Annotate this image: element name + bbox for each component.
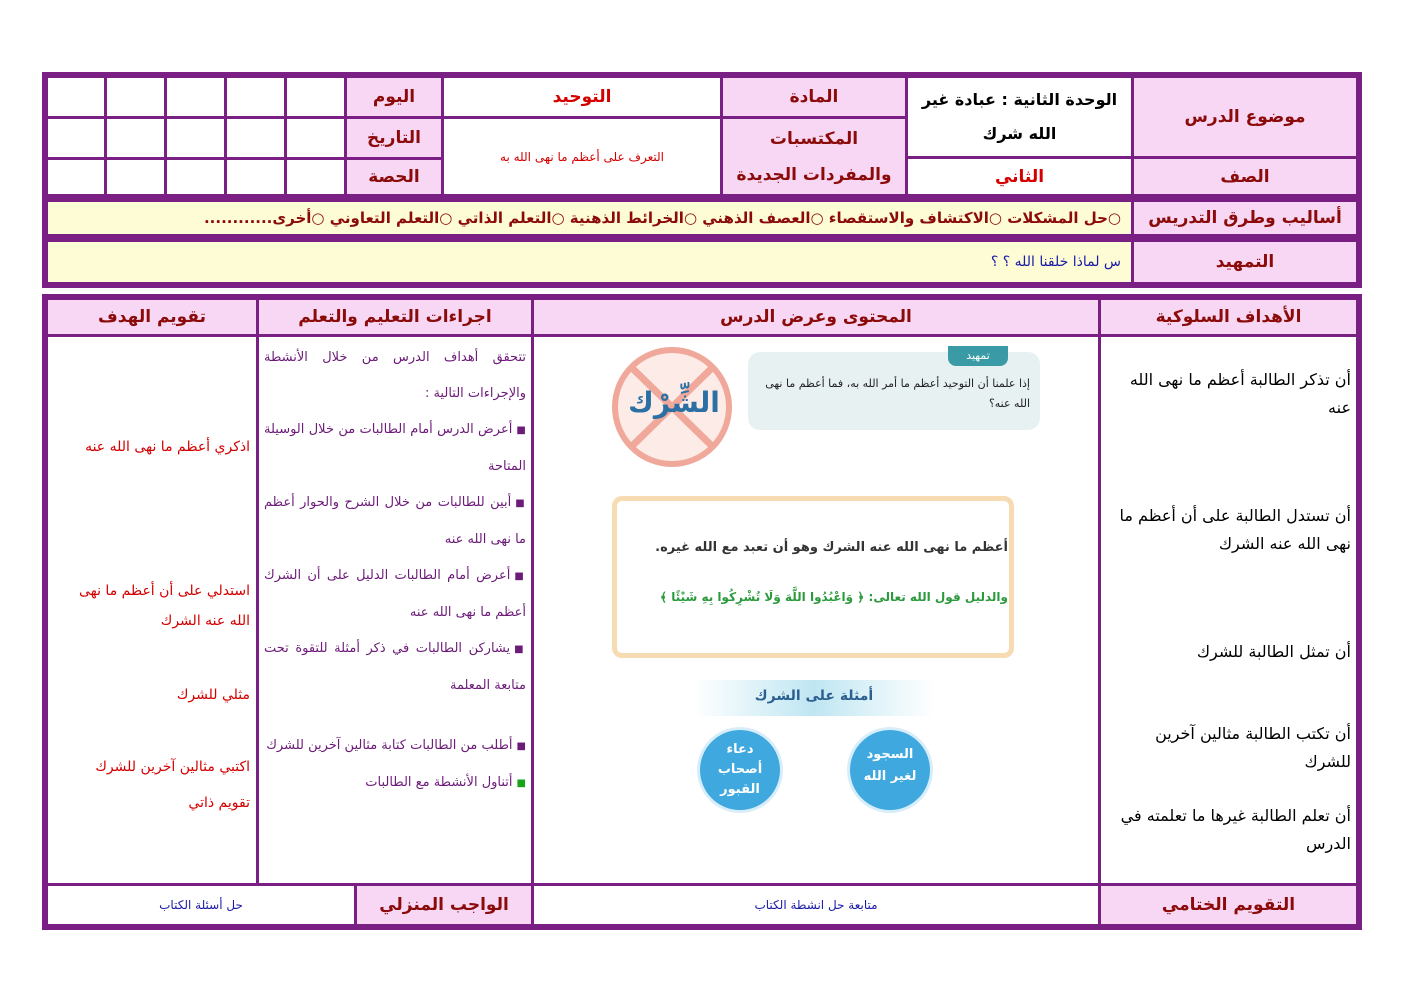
homework-label: الواجب المنزلي: [355, 884, 533, 926]
final-eval-label: التقويم الختامي: [1099, 884, 1358, 926]
date-label: التاريخ: [345, 117, 443, 159]
objective-3: أن تمثل الطالبة للشرك: [1196, 642, 1351, 661]
final-eval-value: [532, 884, 1100, 926]
procedure-item: ■يشاركن الطالبات في ذكر أمثلة للتقوة تحت متابعة المعلمة: [264, 641, 527, 693]
example-2-text: دعاء أصحاب القبور: [717, 742, 763, 797]
shirk-word: الشِّرْك: [628, 386, 720, 419]
objective-4: أن تكتب الطالبة مثالين آخرين للشرك: [1155, 724, 1351, 771]
grade-label: الصف: [1132, 157, 1358, 196]
procedure-item: ■أبين للطالبات من خلال الشرح والحوار أعظم ما نهى الله عنه: [264, 495, 526, 547]
evaluation-4: اكتبي مثالين آخرين للشرك: [95, 759, 250, 775]
grid-cell[interactable]: [105, 117, 166, 159]
homework-text: حل أسئلة الكتاب: [159, 898, 243, 912]
textbook-page: [584, 340, 1049, 830]
col-procedures-header: اجراءات التعليم والتعلم: [257, 298, 533, 336]
intro-text-cell: [46, 240, 1133, 284]
objective-2: أن تستدل الطالبة على أن أعظم ما نهى الله عنه الشرك: [1119, 506, 1351, 553]
grid-cell[interactable]: [165, 158, 226, 196]
vocab-value: التعرف على أعظم ما نهى الله به: [442, 117, 722, 196]
vocab-label: المكتسبات والمفردات الجديدة: [721, 117, 907, 196]
procedure-item: ■أعرض أمام الطالبات الدليل على أن الشرك أعظم ما نهى الله عنه: [264, 568, 527, 620]
grid-cell[interactable]: [105, 76, 166, 118]
tamheed-tag: تمهيد: [948, 346, 1008, 366]
procedure-item: ■أطلب من الطالبات كتابة مثالين آخرين للشرك: [266, 738, 526, 753]
evidence-text: والدليل قول الله تعالى: ﴿ وَاعْبُدُوا اللَّهَ وَلَا تُشْرِكُوا بِهِ شَيْئًا ﴾: [659, 590, 1008, 604]
grid-cell[interactable]: [46, 76, 106, 118]
final-eval-text: متابعة حل انشطة الكتاب: [754, 898, 878, 912]
procedure-item: تتحقق أهداف الدرس من خلال الأنشطة والإجراءات التالية :: [264, 350, 526, 401]
procedures-list: [264, 340, 526, 802]
grid-cell[interactable]: [225, 76, 286, 118]
grid-cell[interactable]: [165, 117, 226, 159]
col-evaluation-header: تقويم الهدف: [46, 298, 258, 336]
methods-text: ○حل المشكلات ○الاكتشاف والاستقصاء ○العصف الذهني ○الخرائط الذهنية ○التعلم الذاتي ○التعلم التعاوني ○أخرى............: [203, 209, 1121, 227]
topic-value: الوحدة الثانية : عبادة غير الله شرك: [906, 76, 1133, 158]
examples-title: أمثلة على الشرك: [754, 688, 874, 704]
col-content-header: المحتوى وعرض الدرس: [532, 298, 1100, 336]
topic-label: موضوع الدرس: [1132, 76, 1358, 158]
example-1-text: السجود لغير الله: [863, 747, 917, 784]
subject-label: المادة: [721, 76, 907, 118]
evaluation-5: تقويم ذاتي: [188, 795, 250, 811]
grid-cell[interactable]: [165, 76, 226, 118]
grid-cell[interactable]: [225, 117, 286, 159]
evaluation-1: اذكري أعظم ما نهى الله عنه: [85, 439, 250, 455]
subject-value: التوحيد: [442, 76, 722, 118]
objective-5: أن تعلم الطالبة غيرها ما تعلمته في الدرس: [1120, 806, 1351, 853]
statement-text: أعظم ما نهى الله عنه الشرك وهو أن تعبد مع الله غيره.: [655, 540, 1008, 555]
intro-label: التمهيد: [1132, 240, 1358, 284]
grid-cell[interactable]: [285, 117, 346, 159]
methods-items: [46, 200, 1133, 236]
homework-value: [46, 884, 356, 926]
col-objectives-header: الأهداف السلوكية: [1099, 298, 1358, 336]
grid-cell[interactable]: [46, 158, 106, 196]
day-label: اليوم: [345, 76, 443, 118]
procedure-item: ■أتناول الأنشطة مع الطالبات: [365, 775, 526, 790]
shirk-circle-icon: [606, 344, 742, 470]
procedure-item: ■أعرض الدرس أمام الطالبات من خلال الوسيلة المتاحة: [264, 422, 527, 474]
grid-cell[interactable]: [225, 158, 286, 196]
grid-cell[interactable]: [285, 158, 346, 196]
tamheed-text: إذا علمنا أن التوحيد أعظم ما أمر الله به، فما أعظم ما نهى الله عنه؟: [765, 377, 1030, 410]
intro-question: س لماذا خلقنا الله ؟ ؟: [990, 254, 1121, 270]
period-label: الحصة: [345, 158, 443, 196]
grade-value: الثاني: [906, 157, 1133, 196]
grid-cell[interactable]: [46, 117, 106, 159]
grid-cell[interactable]: [105, 158, 166, 196]
methods-label: أساليب وطرق التدريس: [1132, 200, 1358, 236]
grid-cell[interactable]: [285, 76, 346, 118]
objective-1: أن تذكر الطالبة أعظم ما نهى الله عنه: [1129, 370, 1351, 417]
statement-box: [612, 496, 1014, 658]
evaluation-3: مثلي للشرك: [176, 687, 250, 703]
evaluation-2: استدلي على أن أعظم ما نهى الله عنه الشرك: [78, 583, 250, 629]
